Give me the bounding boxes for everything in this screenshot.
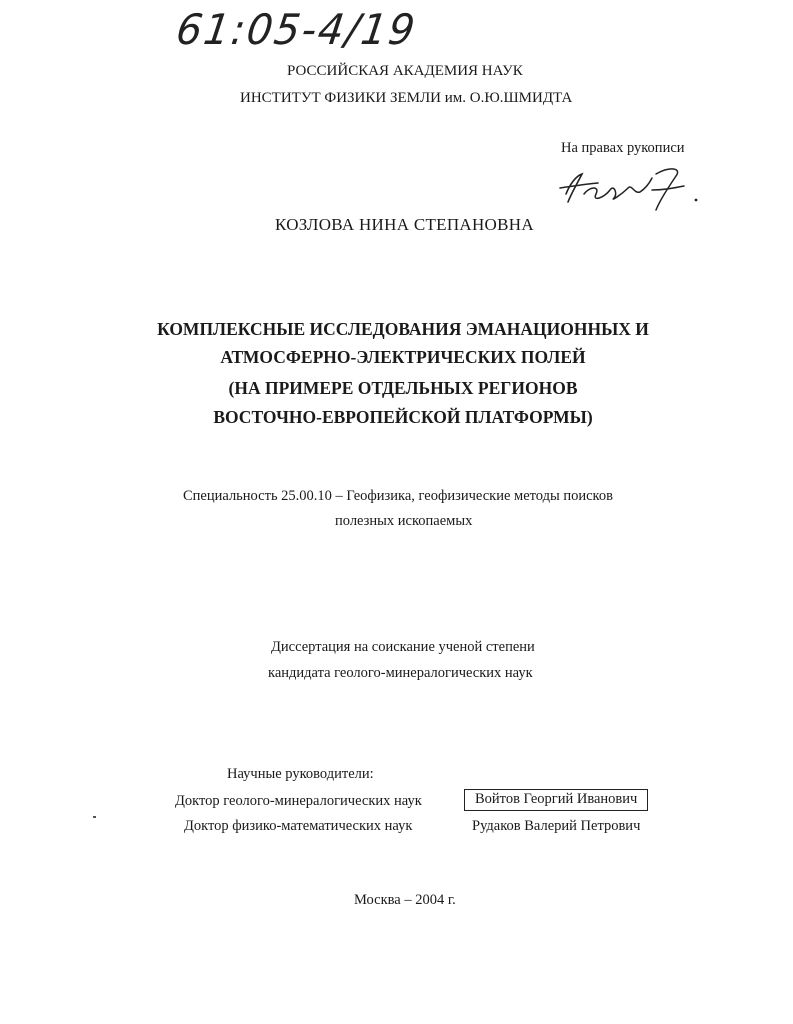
- dissertation-line: кандидата геолого-минералогических наук: [268, 665, 533, 681]
- supervisor-name: Войтов Георгий Иванович: [464, 789, 648, 811]
- author-name: КОЗЛОВА НИНА СТЕПАНОВНА: [275, 215, 534, 234]
- supervisor-name: Рудаков Валерий Петрович: [472, 818, 641, 834]
- supervisors-heading: Научные руководители:: [227, 766, 374, 782]
- academy-name: РОССИЙСКАЯ АКАДЕМИЯ НАУК: [287, 63, 523, 79]
- specialty-line: полезных ископаемых: [335, 513, 473, 529]
- supervisor-degree: Доктор физико-математических наук: [184, 818, 413, 834]
- scan-speck: [93, 816, 96, 818]
- title-line: (НА ПРИМЕРЕ ОТДЕЛЬНЫХ РЕГИОНОВ: [228, 378, 578, 398]
- manuscript-note: На правах рукописи: [561, 140, 685, 156]
- title-line: АТМОСФЕРНО-ЭЛЕКТРИЧЕСКИХ ПОЛЕЙ: [220, 347, 586, 367]
- institute-name: ИНСТИТУТ ФИЗИКИ ЗЕМЛИ им. О.Ю.ШМИДТА: [240, 90, 573, 106]
- handwritten-signature: [556, 164, 706, 214]
- specialty-line: Специальность 25.00.10 – Геофизика, геофизические методы поисков: [183, 488, 613, 504]
- supervisor-degree: Доктор геолого-минералогических наук: [175, 793, 422, 809]
- city-year: Москва – 2004 г.: [354, 892, 456, 908]
- archive-code: 61:05-4/19: [173, 6, 420, 55]
- dissertation-line: Диссертация на соискание ученой степени: [271, 639, 535, 655]
- title-line: ВОСТОЧНО-ЕВРОПЕЙСКОЙ ПЛАТФОРМЫ): [213, 407, 593, 427]
- title-line: КОМПЛЕКСНЫЕ ИССЛЕДОВАНИЯ ЭМАНАЦИОННЫХ И: [157, 319, 649, 339]
